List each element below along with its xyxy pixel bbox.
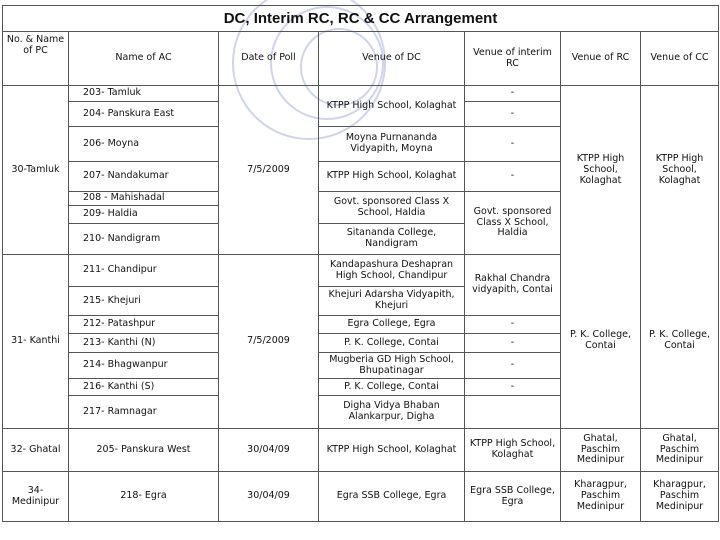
header-rc: Venue of RC [561,32,641,86]
dc-cell: KTPP High School, Kolaghat [319,86,465,127]
ac-cell: 204- Panskura East [69,102,219,127]
ac-cell: 218- Egra [69,472,219,522]
table-row [3,255,719,287]
ac-cell: 203- Tamluk [69,86,219,102]
dc-cell: Egra SSB College, Egra [319,472,465,522]
ac-cell: 216- Kanthi (S) [69,379,219,396]
irc-cell: - [465,316,561,334]
pc-cell: 34- Medinipur [3,472,69,522]
dc-cell: Kandapashura Deshapran High School, Chandipur [319,255,465,287]
irc-cell: - [465,162,561,192]
irc-cell: - [465,379,561,396]
ac-cell: 215- Khejuri [69,287,219,316]
header-cc: Venue of CC [641,32,719,86]
page-title: DC, Interim RC, RC & CC Arrangement [3,6,719,32]
header-row [3,32,719,86]
header-dc: Venue of DC [319,32,465,86]
arrangement-table [2,5,719,522]
irc-cell: - [465,86,561,102]
irc-cell: - [465,127,561,162]
ac-cell: 205- Panskura West [69,429,219,472]
header-irc: Venue of interim RC [465,32,561,86]
dc-cell: Khejuri Adarsha Vidyapith, Khejuri [319,287,465,316]
pc-cell: 32- Ghatal [3,429,69,472]
dc-cell: Moyna Purnananda Vidyapith, Moyna [319,127,465,162]
header-pc: No. & Name of PC [3,32,69,86]
dc-cell: KTPP High School, Kolaghat [319,162,465,192]
irc-cell: KTPP High School, Kolaghat [465,429,561,472]
dc-cell: Mugberia GD High School, Bhupatinagar [319,353,465,379]
header-poll: Date of Poll [219,32,319,86]
ac-cell: 211- Chandipur [69,255,219,287]
ac-cell: 209- Haldia [69,206,219,224]
ac-cell: 214- Bhagwanpur [69,353,219,379]
ac-cell: 213- Kanthi (N) [69,334,219,353]
dc-cell: KTPP High School, Kolaghat [319,429,465,472]
irc-cell: Rakhal Chandra vidyapith, Contai [465,255,561,316]
rc-cell: Kharagpur, Paschim Medinipur [561,472,641,522]
dc-cell: Sitananda College, Nandigram [319,224,465,255]
poll-date-cell: 7/5/2009 [219,255,319,429]
ac-cell: 217- Ramnagar [69,396,219,429]
pc-cell: 30-Tamluk [3,86,69,255]
dc-cell: Govt. sponsored Class X School, Haldia [319,192,465,224]
irc-cell: - [465,353,561,379]
dc-cell: P. K. College, Contai [319,379,465,396]
cc-cell: Ghatal, Paschim Medinipur [641,429,719,472]
cc-cell: KTPP High School, Kolaghat [641,86,719,255]
ac-cell: 206- Moyna [69,127,219,162]
pc-cell: 31- Kanthi [3,255,69,429]
ac-cell: 210- Nandigram [69,224,219,255]
cc-cell: Kharagpur, Paschim Medinipur [641,472,719,522]
dc-cell: Digha Vidya Bhaban Alankarpur, Digha [319,396,465,429]
dc-cell: P. K. College, Contai [319,334,465,353]
table-row [3,86,719,102]
poll-date-cell: 30/04/09 [219,472,319,522]
irc-cell: - [465,334,561,353]
irc-cell: Govt. sponsored Class X School, Haldia [465,192,561,255]
poll-date-cell: 7/5/2009 [219,86,319,255]
irc-cell [465,396,561,429]
cc-cell: P. K. College, Contai [641,255,719,429]
poll-date-cell: 30/04/09 [219,429,319,472]
rc-cell: Ghatal, Paschim Medinipur [561,429,641,472]
table-row [3,472,719,522]
title-row [3,6,719,32]
irc-cell: Egra SSB College, Egra [465,472,561,522]
ac-cell: 207- Nandakumar [69,162,219,192]
ac-cell: 212- Patashpur [69,316,219,334]
dc-cell: Egra College, Egra [319,316,465,334]
rc-cell: P. K. College, Contai [561,255,641,429]
rc-cell: KTPP High School, Kolaghat [561,86,641,255]
table-row [3,429,719,472]
irc-cell: - [465,102,561,127]
header-ac: Name of AC [69,32,219,86]
ac-cell: 208 - Mahishadal [69,192,219,206]
